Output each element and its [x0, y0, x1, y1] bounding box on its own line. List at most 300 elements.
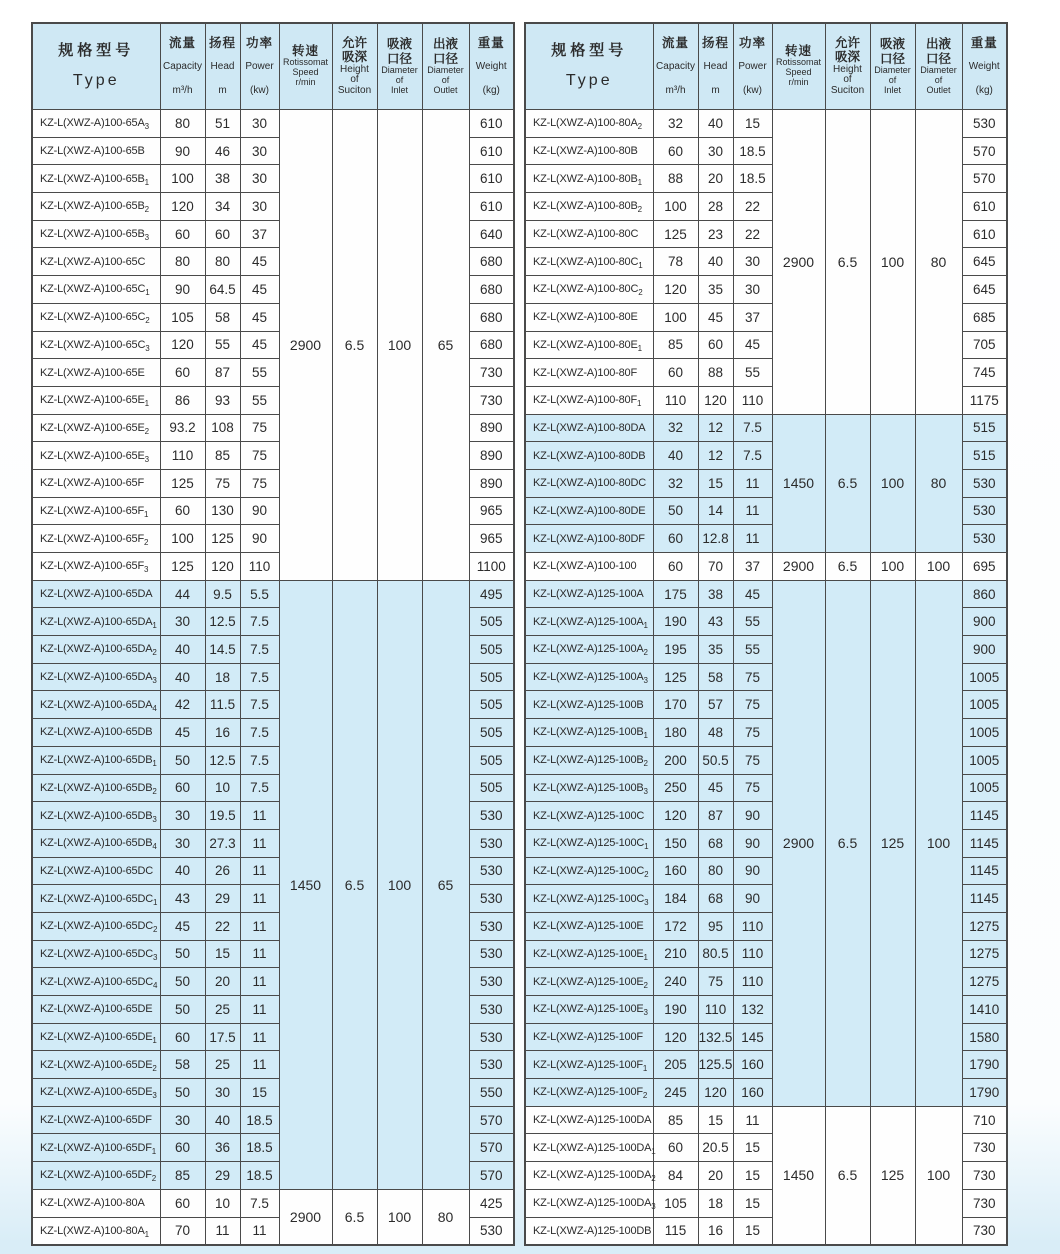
head-cell: 43: [698, 608, 733, 636]
capacity-cell: 40: [160, 636, 205, 664]
power-cell: 30: [240, 193, 279, 221]
capacity-cell: 120: [653, 802, 698, 830]
head-cell: 40: [205, 1106, 240, 1134]
model-cell: KZ-L(XWZ-A)125-100A: [525, 580, 653, 608]
capacity-cell: 125: [653, 663, 698, 691]
weight-cell: 890: [469, 469, 514, 497]
power-cell: 30: [733, 276, 772, 304]
power-cell: 132: [733, 996, 772, 1024]
weight-cell: 530: [469, 968, 514, 996]
weight-cell: 530: [469, 996, 514, 1024]
col-header-weight: [469, 23, 514, 110]
model-cell: $KZ-L(XWZ-A)100-65DE_1$: [32, 1023, 160, 1051]
col-header-outlet: 出液 口径 Diameter of Outlet: [915, 23, 962, 110]
head-cell: 12: [698, 442, 733, 470]
power-cell: 110: [733, 940, 772, 968]
col-header-speed: 转速 Rotissomat Speed r/min: [279, 23, 332, 110]
head-cell: 12.8: [698, 525, 733, 553]
model-cell: $KZ-L(XWZ-A)100-65B_3$: [32, 220, 160, 248]
capacity-cell: 32: [653, 414, 698, 442]
model-cell: $KZ-L(XWZ-A)100-65A_3$: [32, 110, 160, 138]
col-header-power: [240, 23, 279, 110]
power-cell: 18.5: [240, 1106, 279, 1134]
weight-cell: 1790: [962, 1079, 1007, 1107]
capacity-label-zh: 流量: [168, 35, 196, 50]
power-cell: 55: [733, 608, 772, 636]
head-cell: 70: [698, 553, 733, 581]
capacity-cell: 45: [160, 719, 205, 747]
weight-cell: 890: [469, 414, 514, 442]
model-cell: KZ-L(XWZ-A)100-80DC: [525, 469, 653, 497]
weight-unit: (kg): [482, 84, 500, 96]
speed-label-en: Rotissomat: [282, 57, 328, 68]
weight-cell: 640: [469, 220, 514, 248]
inlet-cell: 100: [870, 110, 915, 415]
head-label-en: Head: [210, 61, 235, 73]
power-cell: 37: [733, 553, 772, 581]
head-cell: 25: [205, 996, 240, 1024]
col-header-capacity: [160, 23, 205, 110]
head-cell: 16: [698, 1217, 733, 1245]
weight-cell: 530: [962, 497, 1007, 525]
model-cell: $KZ-L(XWZ-A)100-65DA_2$: [32, 636, 160, 664]
outlet-cell: 80: [422, 1189, 469, 1245]
model-cell: $KZ-L(XWZ-A)100-65F_1$: [32, 497, 160, 525]
inlet-cell: 125: [870, 580, 915, 1106]
model-cell: KZ-L(XWZ-A)125-100B: [525, 691, 653, 719]
col-header-inlet: 吸液 口径 Diameter of Inlet: [377, 23, 422, 110]
capacity-cell: 125: [160, 553, 205, 581]
head-cell: 50.5: [698, 746, 733, 774]
head-cell: 120: [205, 553, 240, 581]
suction-cell: 6.5: [825, 580, 870, 1106]
table-row: [32, 1189, 514, 1217]
capacity-cell: 200: [653, 746, 698, 774]
weight-cell: 1100: [469, 553, 514, 581]
model-cell: $KZ-L(XWZ-A)125-100C_3$: [525, 885, 653, 913]
power-cell: 75: [240, 442, 279, 470]
weight-cell: 730: [962, 1134, 1007, 1162]
weight-cell: 570: [962, 165, 1007, 193]
weight-cell: 610: [962, 193, 1007, 221]
model-cell: KZ-L(XWZ-A)125-100E: [525, 912, 653, 940]
model-cell: $KZ-L(XWZ-A)100-65DB_3$: [32, 802, 160, 830]
head-cell: 34: [205, 193, 240, 221]
capacity-cell: 170: [653, 691, 698, 719]
capacity-cell: 40: [160, 663, 205, 691]
power-cell: 45: [240, 303, 279, 331]
capacity-cell: 110: [653, 386, 698, 414]
model-cell: $KZ-L(XWZ-A)100-65DC_3$: [32, 940, 160, 968]
weight-cell: 505: [469, 691, 514, 719]
head-cell: 18: [698, 1189, 733, 1217]
model-cell: $KZ-L(XWZ-A)125-100B_2$: [525, 746, 653, 774]
inlet-cell: 100: [870, 414, 915, 552]
capacity-cell: 172: [653, 912, 698, 940]
power-cell: 11: [240, 968, 279, 996]
suction-cell: 6.5: [825, 553, 870, 581]
weight-cell: 1145: [962, 885, 1007, 913]
model-cell: $KZ-L(XWZ-A)125-100C_1$: [525, 829, 653, 857]
weight-cell: 645: [962, 248, 1007, 276]
capacity-cell: 86: [160, 386, 205, 414]
weight-cell: 965: [469, 497, 514, 525]
head-cell: 45: [698, 774, 733, 802]
table-row: [525, 1106, 1007, 1134]
power-cell: 75: [240, 414, 279, 442]
power-cell: 15: [733, 1217, 772, 1245]
head-cell: 12.5: [205, 608, 240, 636]
speed-cell: 1450: [279, 580, 332, 1189]
power-cell: 11: [733, 497, 772, 525]
model-cell: $KZ-L(XWZ-A)125-100DA_3$: [525, 1189, 653, 1217]
speed-unit: r/min: [295, 77, 316, 87]
model-cell: $KZ-L(XWZ-A)100-65B_2$: [32, 193, 160, 221]
capacity-cell: 40: [653, 442, 698, 470]
power-cell: 15: [733, 110, 772, 138]
inlet-cell: 100: [870, 553, 915, 581]
table-body-left: [32, 110, 514, 1246]
weight-cell: 505: [469, 608, 514, 636]
head-cell: 12.5: [205, 746, 240, 774]
weight-cell: 530: [962, 525, 1007, 553]
col-header-weight: 重量 Weight (kg): [962, 23, 1007, 110]
capacity-cell: 60: [160, 220, 205, 248]
weight-cell: 680: [469, 303, 514, 331]
weight-label-en: Weight: [475, 61, 507, 73]
weight-cell: 610: [469, 193, 514, 221]
capacity-cell: 60: [160, 1134, 205, 1162]
capacity-cell: 160: [653, 857, 698, 885]
weight-cell: 550: [469, 1079, 514, 1107]
model-cell: $KZ-L(XWZ-A)100-65E_1$: [32, 386, 160, 414]
capacity-cell: 245: [653, 1079, 698, 1107]
head-cell: 10: [205, 1189, 240, 1217]
head-cell: 14.5: [205, 636, 240, 664]
weight-cell: 680: [469, 276, 514, 304]
capacity-unit: m³/h: [172, 84, 193, 96]
weight-cell: 645: [962, 276, 1007, 304]
head-cell: 58: [205, 303, 240, 331]
power-cell: 18.5: [240, 1162, 279, 1190]
inlet-label-zh: 吸液: [386, 37, 412, 52]
model-cell: $KZ-L(XWZ-A)100-65C_3$: [32, 331, 160, 359]
model-cell: $KZ-L(XWZ-A)125-100DA_2$: [525, 1162, 653, 1190]
head-cell: 29: [205, 1162, 240, 1190]
weight-cell: 900: [962, 608, 1007, 636]
power-cell: 75: [733, 774, 772, 802]
power-cell: 160: [733, 1079, 772, 1107]
power-cell: 18.5: [733, 137, 772, 165]
power-cell: 7.5: [240, 691, 279, 719]
weight-cell: 530: [469, 829, 514, 857]
head-cell: 55: [205, 331, 240, 359]
weight-cell: 530: [469, 1051, 514, 1079]
suction-cell: 6.5: [825, 110, 870, 415]
power-cell: 15: [733, 1189, 772, 1217]
model-cell: $KZ-L(XWZ-A)100-65DA_3$: [32, 663, 160, 691]
weight-cell: 610: [469, 165, 514, 193]
power-cell: 90: [733, 885, 772, 913]
power-cell: 11: [733, 525, 772, 553]
power-cell: 15: [733, 1134, 772, 1162]
power-cell: 110: [240, 553, 279, 581]
weight-cell: 730: [962, 1217, 1007, 1245]
capacity-cell: 32: [653, 469, 698, 497]
power-cell: 75: [733, 746, 772, 774]
type-label-en: Type: [72, 72, 120, 90]
weight-cell: 530: [962, 469, 1007, 497]
capacity-cell: 45: [160, 912, 205, 940]
weight-cell: 745: [962, 359, 1007, 387]
capacity-cell: 190: [653, 996, 698, 1024]
power-cell: 160: [733, 1051, 772, 1079]
head-cell: 20.5: [698, 1134, 733, 1162]
power-cell: 75: [733, 691, 772, 719]
capacity-cell: 120: [160, 193, 205, 221]
capacity-cell: 30: [160, 608, 205, 636]
capacity-cell: 210: [653, 940, 698, 968]
capacity-cell: 150: [653, 829, 698, 857]
model-cell: $KZ-L(XWZ-A)125-100A_1$: [525, 608, 653, 636]
weight-cell: 495: [469, 580, 514, 608]
weight-cell: 705: [962, 331, 1007, 359]
weight-cell: 610: [962, 220, 1007, 248]
model-cell: $KZ-L(XWZ-A)125-100F_2$: [525, 1079, 653, 1107]
head-cell: 130: [205, 497, 240, 525]
head-cell: 110: [698, 996, 733, 1024]
weight-cell: 710: [962, 1106, 1007, 1134]
head-cell: 15: [698, 469, 733, 497]
head-cell: 60: [205, 220, 240, 248]
model-cell: $KZ-L(XWZ-A)125-100C_2$: [525, 857, 653, 885]
speed-cell: 2900: [772, 553, 825, 581]
model-cell: $KZ-L(XWZ-A)100-65DA_4$: [32, 691, 160, 719]
head-cell: 20: [205, 968, 240, 996]
capacity-cell: 90: [160, 137, 205, 165]
table-row: [525, 110, 1007, 138]
capacity-cell: 60: [160, 359, 205, 387]
power-cell: 37: [240, 220, 279, 248]
model-cell: $KZ-L(XWZ-A)100-65F_3$: [32, 553, 160, 581]
weight-cell: 1005: [962, 719, 1007, 747]
model-cell: KZ-L(XWZ-A)100-80A: [32, 1189, 160, 1217]
head-cell: 14: [698, 497, 733, 525]
model-cell: $KZ-L(XWZ-A)100-80F_1$: [525, 386, 653, 414]
weight-cell: 680: [469, 331, 514, 359]
head-cell: 11.5: [205, 691, 240, 719]
power-cell: 145: [733, 1023, 772, 1051]
capacity-cell: 50: [160, 940, 205, 968]
power-cell: 90: [240, 525, 279, 553]
model-cell: $KZ-L(XWZ-A)125-100E_3$: [525, 996, 653, 1024]
power-cell: 11: [240, 857, 279, 885]
model-cell: KZ-L(XWZ-A)100-100: [525, 553, 653, 581]
head-cell: 132.5: [698, 1023, 733, 1051]
head-cell: 12: [698, 414, 733, 442]
weight-cell: 1410: [962, 996, 1007, 1024]
capacity-cell: 100: [160, 525, 205, 553]
model-cell: KZ-L(XWZ-A)100-65DA: [32, 580, 160, 608]
model-cell: $KZ-L(XWZ-A)100-65DE_3$: [32, 1079, 160, 1107]
power-cell: 30: [240, 110, 279, 138]
head-cell: 48: [698, 719, 733, 747]
weight-cell: 1145: [962, 829, 1007, 857]
capacity-cell: 120: [653, 1023, 698, 1051]
head-cell: 19.5: [205, 802, 240, 830]
capacity-cell: 175: [653, 580, 698, 608]
col-header-capacity: 流量 Capacity m³/h: [653, 23, 698, 110]
power-cell: 55: [240, 386, 279, 414]
power-cell: 11: [240, 1217, 279, 1245]
capacity-cell: 50: [160, 996, 205, 1024]
model-cell: $KZ-L(XWZ-A)100-65DF_2$: [32, 1162, 160, 1190]
inlet-label-en: Diameter: [381, 65, 418, 76]
power-cell: 11: [733, 1106, 772, 1134]
head-cell: 35: [698, 636, 733, 664]
suction-cell: 6.5: [332, 110, 377, 581]
weight-cell: 890: [469, 442, 514, 470]
model-cell: KZ-L(XWZ-A)100-80DA: [525, 414, 653, 442]
speed-cell: 2900: [279, 110, 332, 581]
outlet-cell: 100: [915, 580, 962, 1106]
weight-cell: 860: [962, 580, 1007, 608]
model-cell: $KZ-L(XWZ-A)125-100F_1$: [525, 1051, 653, 1079]
weight-cell: 530: [469, 802, 514, 830]
capacity-cell: 100: [653, 193, 698, 221]
power-cell: 75: [733, 719, 772, 747]
weight-cell: 530: [469, 912, 514, 940]
model-cell: $KZ-L(XWZ-A)100-65F_2$: [32, 525, 160, 553]
power-cell: 55: [733, 636, 772, 664]
head-cell: 57: [698, 691, 733, 719]
outlet-cell: 100: [915, 1106, 962, 1245]
power-cell: 110: [733, 386, 772, 414]
power-cell: 55: [733, 359, 772, 387]
head-cell: 23: [698, 220, 733, 248]
capacity-cell: 42: [160, 691, 205, 719]
power-cell: 18.5: [240, 1134, 279, 1162]
model-cell: KZ-L(XWZ-A)125-100F: [525, 1023, 653, 1051]
power-cell: 75: [733, 663, 772, 691]
model-cell: KZ-L(XWZ-A)100-65DB: [32, 719, 160, 747]
model-cell: $KZ-L(XWZ-A)100-65E_2$: [32, 414, 160, 442]
weight-cell: 505: [469, 636, 514, 664]
model-cell: $KZ-L(XWZ-A)100-65DC_4$: [32, 968, 160, 996]
power-cell: 11: [240, 1051, 279, 1079]
head-cell: 120: [698, 1079, 733, 1107]
model-cell: KZ-L(XWZ-A)100-80DE: [525, 497, 653, 525]
weight-cell: 610: [469, 137, 514, 165]
model-cell: KZ-L(XWZ-A)100-65B: [32, 137, 160, 165]
head-cell: 17.5: [205, 1023, 240, 1051]
model-cell: KZ-L(XWZ-A)125-100C: [525, 802, 653, 830]
col-header-suction: 允许 吸深 Height of Suciton: [825, 23, 870, 110]
weight-cell: 680: [469, 248, 514, 276]
speed-cell: 1450: [772, 1106, 825, 1245]
weight-cell: 530: [469, 885, 514, 913]
capacity-cell: 60: [653, 1134, 698, 1162]
power-cell: 30: [240, 137, 279, 165]
model-cell: $KZ-L(XWZ-A)100-80C_2$: [525, 276, 653, 304]
table-row: [525, 553, 1007, 581]
weight-cell: 1005: [962, 746, 1007, 774]
power-cell: 90: [733, 802, 772, 830]
weight-cell: 425: [469, 1189, 514, 1217]
power-cell: 11: [240, 1023, 279, 1051]
power-cell: 22: [733, 220, 772, 248]
col-header-suction: 允许 吸深 Height of Suciton: [332, 23, 377, 110]
capacity-cell: 60: [653, 553, 698, 581]
capacity-cell: 84: [653, 1162, 698, 1190]
capacity-cell: 85: [653, 331, 698, 359]
power-cell: 11: [240, 802, 279, 830]
outlet-cell: 100: [915, 553, 962, 581]
weight-cell: 515: [962, 414, 1007, 442]
model-cell: $KZ-L(XWZ-A)100-80E_1$: [525, 331, 653, 359]
model-cell: $KZ-L(XWZ-A)125-100B_3$: [525, 774, 653, 802]
power-label-en: Power: [245, 61, 274, 73]
col-header-power: 功率 Power (kw): [733, 23, 772, 110]
head-cell: 38: [205, 165, 240, 193]
capacity-cell: 32: [653, 110, 698, 138]
model-cell: KZ-L(XWZ-A)100-80B: [525, 137, 653, 165]
table-header: [525, 23, 1007, 110]
col-header-type: [32, 23, 160, 110]
capacity-cell: 50: [160, 1079, 205, 1107]
model-cell: $KZ-L(XWZ-A)100-65DC_2$: [32, 912, 160, 940]
head-label-zh: 扬程: [208, 35, 236, 50]
head-cell: 10: [205, 774, 240, 802]
model-cell: KZ-L(XWZ-A)125-100DB: [525, 1217, 653, 1245]
weight-cell: 530: [469, 1217, 514, 1245]
outlet-cell: 80: [915, 414, 962, 552]
weight-cell: 530: [469, 857, 514, 885]
weight-cell: 570: [962, 137, 1007, 165]
capacity-cell: 60: [160, 1189, 205, 1217]
model-cell: $KZ-L(XWZ-A)100-80B_1$: [525, 165, 653, 193]
head-cell: 85: [205, 442, 240, 470]
head-cell: 30: [205, 1079, 240, 1107]
weight-cell: 530: [962, 110, 1007, 138]
head-cell: 60: [698, 331, 733, 359]
suction-label-zh: 允许: [341, 35, 367, 50]
power-cell: 7.5: [240, 663, 279, 691]
capacity-cell: 78: [653, 248, 698, 276]
weight-cell: 1005: [962, 774, 1007, 802]
table-row: [525, 414, 1007, 442]
weight-label-zh: 重量: [477, 35, 505, 50]
power-cell: 90: [240, 497, 279, 525]
head-cell: 80.5: [698, 940, 733, 968]
model-cell: KZ-L(XWZ-A)100-65E: [32, 359, 160, 387]
capacity-cell: 184: [653, 885, 698, 913]
model-cell: $KZ-L(XWZ-A)100-65DC_1$: [32, 885, 160, 913]
power-cell: 11: [240, 912, 279, 940]
model-cell: $KZ-L(XWZ-A)100-80A_1$: [32, 1217, 160, 1245]
capacity-cell: 80: [160, 110, 205, 138]
weight-cell: 730: [469, 359, 514, 387]
power-cell: 110: [733, 912, 772, 940]
model-cell: $KZ-L(XWZ-A)125-100E_2$: [525, 968, 653, 996]
capacity-cell: 110: [160, 442, 205, 470]
weight-cell: 1580: [962, 1023, 1007, 1051]
type-label-zh: 规格型号: [58, 41, 135, 59]
model-cell: KZ-L(XWZ-A)100-65F: [32, 469, 160, 497]
capacity-cell: 85: [653, 1106, 698, 1134]
model-cell: $KZ-L(XWZ-A)100-65C_1$: [32, 276, 160, 304]
inlet-cell: 100: [377, 1189, 422, 1245]
